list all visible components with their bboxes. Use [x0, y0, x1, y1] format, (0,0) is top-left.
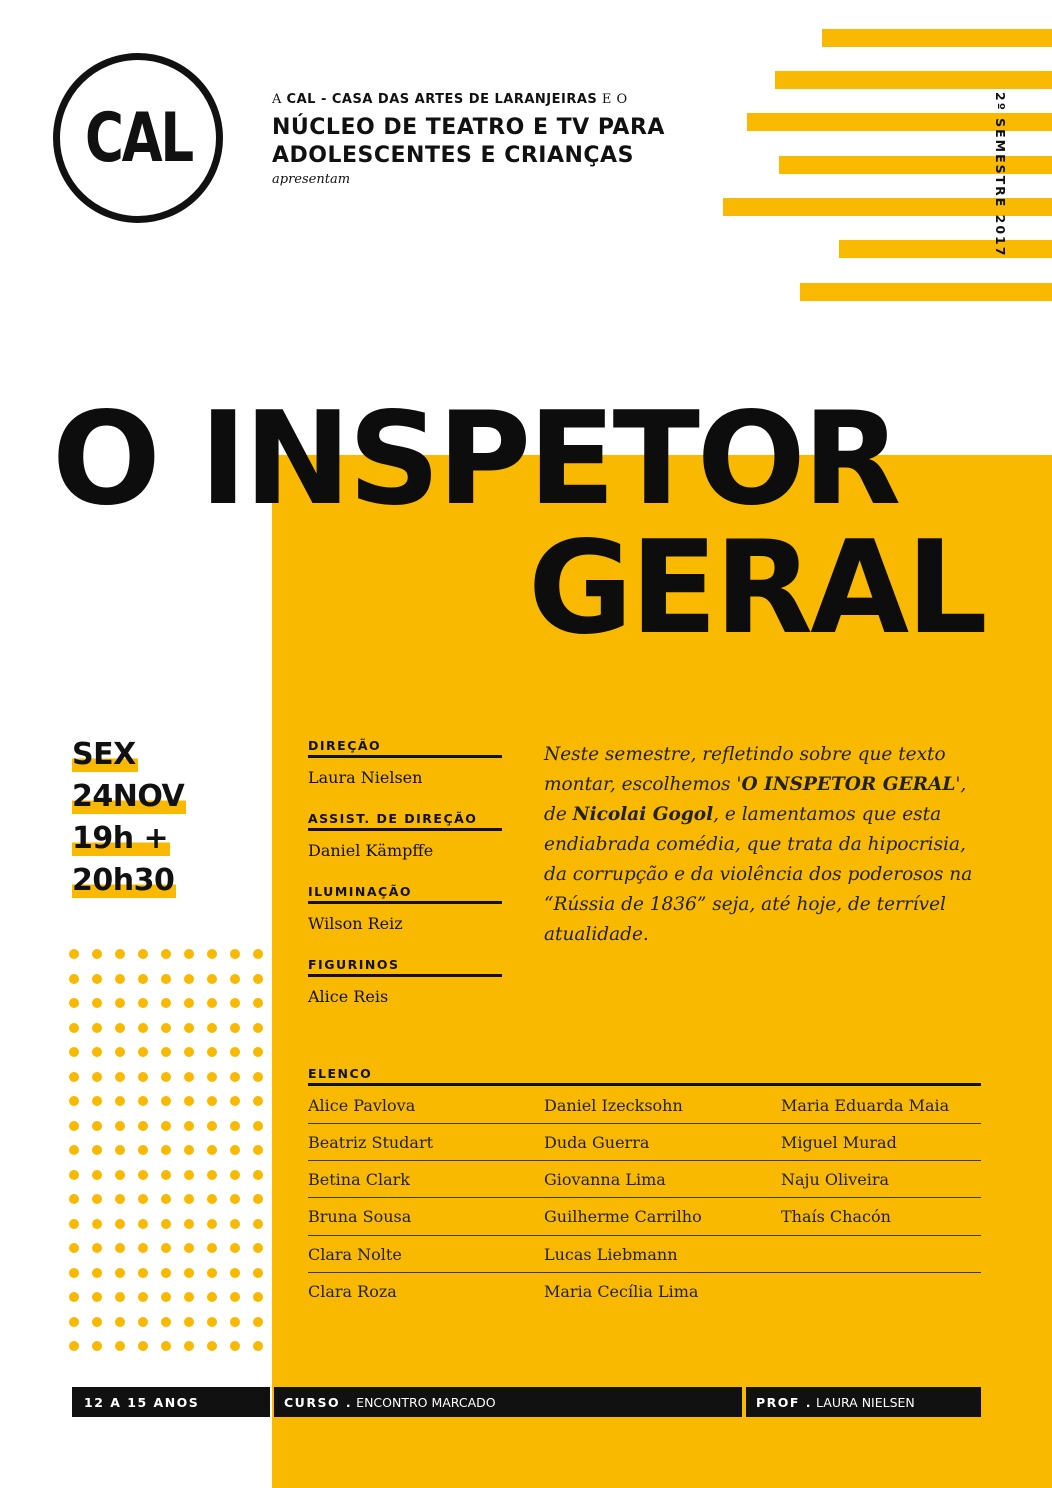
- pattern-dot: [253, 1023, 263, 1033]
- pattern-dot: [207, 1317, 217, 1327]
- pattern-dot: [161, 1194, 171, 1204]
- course-name: ENCONTRO MARCADO: [356, 1394, 496, 1410]
- pattern-dot: [69, 1023, 79, 1033]
- pattern-dot: [207, 1219, 217, 1229]
- pattern-dot: [253, 1072, 263, 1082]
- pattern-dot: [138, 1341, 148, 1351]
- pattern-dot: [230, 1219, 240, 1229]
- schedule-time-2: 20h30: [72, 863, 175, 898]
- pattern-dot: [207, 1096, 217, 1106]
- logo-text: CAL: [84, 98, 192, 178]
- pattern-dot: [184, 1047, 194, 1057]
- pattern-dot: [138, 1194, 148, 1204]
- pattern-dot: [184, 1317, 194, 1327]
- pattern-dot: [115, 1292, 125, 1302]
- pattern-dot: [161, 1047, 171, 1057]
- pattern-dot: [253, 1121, 263, 1131]
- prof-name: LAURA NIELSEN: [816, 1394, 915, 1410]
- pattern-dot: [207, 1292, 217, 1302]
- cast-member: Miguel Murad: [781, 1133, 897, 1152]
- pattern-dot: [92, 949, 102, 959]
- pattern-dot: [92, 1292, 102, 1302]
- pattern-dot: [253, 1219, 263, 1229]
- pattern-dot: [92, 1194, 102, 1204]
- pattern-dot: [253, 974, 263, 984]
- cast-member: Clara Nolte: [308, 1245, 402, 1264]
- pattern-dot: [207, 1072, 217, 1082]
- stripe-1: [822, 29, 1052, 47]
- pattern-dot: [253, 1170, 263, 1180]
- course-label: CURSO .: [284, 1394, 353, 1410]
- pattern-dot: [69, 998, 79, 1008]
- pattern-dot: [92, 1072, 102, 1082]
- age-range: 12 A 15 ANOS: [84, 1394, 200, 1410]
- credit-value-costumes: Alice Reis: [308, 987, 389, 1006]
- pattern-dot: [207, 1145, 217, 1155]
- pattern-dot: [161, 1072, 171, 1082]
- pattern-dot: [92, 1268, 102, 1278]
- pattern-dot: [253, 949, 263, 959]
- pattern-dot: [115, 1194, 125, 1204]
- pattern-dot: [161, 1096, 171, 1106]
- cal-logo: [53, 53, 223, 223]
- pattern-dot: [69, 1194, 79, 1204]
- description: Neste semestre, refletindo sobre que texto montar, escolhemos 'O INSPETOR GERAL', de Nicolai Gogol, e lamentamos que esta endiabrada comédia, que trata da hipocrisia, da corrupção e da violência dos poderosos na “Rússia de 1836” seja, até hoje, de terrível atualidade.: [544, 744, 973, 945]
- pattern-dot: [230, 1072, 240, 1082]
- cast-member: Daniel Izecksohn: [544, 1096, 683, 1115]
- semester-label: 2º SEMESTRE 2017: [993, 92, 1008, 258]
- pattern-dot: [253, 1194, 263, 1204]
- pattern-dot: [138, 998, 148, 1008]
- pattern-dot: [161, 998, 171, 1008]
- pattern-dot: [253, 1268, 263, 1278]
- cast-member: Giovanna Lima: [544, 1170, 666, 1189]
- pattern-dot: [69, 1072, 79, 1082]
- pattern-dot: [69, 1341, 79, 1351]
- stripe-2: [775, 71, 1052, 89]
- cast-member: Bruna Sousa: [308, 1207, 412, 1226]
- pattern-dot: [115, 1268, 125, 1278]
- pattern-dot: [138, 1096, 148, 1106]
- pattern-dot: [69, 1170, 79, 1180]
- pattern-dot: [207, 1023, 217, 1033]
- pattern-dot: [184, 998, 194, 1008]
- pattern-dot: [230, 1194, 240, 1204]
- pattern-dot: [69, 1219, 79, 1229]
- pattern-dot: [253, 1047, 263, 1057]
- pre-a: A: [272, 92, 282, 107]
- pattern-dot: [161, 974, 171, 984]
- pattern-dot: [207, 974, 217, 984]
- pattern-dot: [184, 1096, 194, 1106]
- pattern-dot: [161, 1170, 171, 1180]
- pattern-dot: [230, 998, 240, 1008]
- pattern-dot: [92, 1121, 102, 1131]
- pattern-dot: [207, 1194, 217, 1204]
- pattern-dot: [69, 1243, 79, 1253]
- pattern-dot: [161, 1341, 171, 1351]
- pattern-dot: [184, 1194, 194, 1204]
- cast-member: Alice Pavlova: [308, 1096, 416, 1115]
- presenter-org: CAL - CASA DAS ARTES DE LARANJEIRAS: [286, 92, 598, 107]
- cast-member: Lucas Liebmann: [544, 1245, 678, 1264]
- pattern-dot: [161, 1219, 171, 1229]
- schedule-date: 24NOV: [72, 779, 185, 814]
- cast-member: Thaís Chacón: [781, 1207, 891, 1226]
- pattern-dot: [230, 1341, 240, 1351]
- pattern-dot: [184, 1219, 194, 1229]
- pattern-dot: [207, 1170, 217, 1180]
- pre-e-o: E O: [601, 92, 628, 107]
- cast-member: Maria Eduarda Maia: [781, 1096, 950, 1115]
- credit-label-costumes: FIGURINOS: [308, 957, 502, 977]
- cast-row-divider: [308, 1272, 981, 1273]
- pattern-dot: [207, 1268, 217, 1278]
- pattern-dot: [92, 1243, 102, 1253]
- pattern-dot: [161, 1121, 171, 1131]
- pattern-dot: [207, 949, 217, 959]
- pattern-dot: [138, 1170, 148, 1180]
- pattern-dot: [184, 1145, 194, 1155]
- pattern-dot: [138, 1047, 148, 1057]
- credit-value-assistant: Daniel Kämpffe: [308, 841, 434, 860]
- pattern-dot: [138, 1268, 148, 1278]
- pattern-dot: [138, 1292, 148, 1302]
- credit-label-direction: DIREÇÃO: [308, 738, 502, 758]
- pattern-dot: [69, 974, 79, 984]
- pattern-dot: [184, 1170, 194, 1180]
- pattern-dot: [115, 1317, 125, 1327]
- pattern-dot: [115, 1023, 125, 1033]
- pattern-dot: [230, 1292, 240, 1302]
- pattern-dot: [161, 949, 171, 959]
- pattern-dot: [161, 1317, 171, 1327]
- pattern-dot: [138, 1219, 148, 1229]
- pattern-dot: [115, 1170, 125, 1180]
- pattern-dot: [138, 974, 148, 984]
- pattern-dot: [253, 1292, 263, 1302]
- pattern-dot: [161, 1145, 171, 1155]
- pattern-dot: [230, 974, 240, 984]
- cast-member: Beatriz Studart: [308, 1133, 434, 1152]
- pattern-dot: [92, 1170, 102, 1180]
- pattern-dot: [253, 1317, 263, 1327]
- pattern-dot: [207, 1341, 217, 1351]
- pattern-dot: [115, 1219, 125, 1229]
- pattern-dot: [253, 1243, 263, 1253]
- pattern-dot: [69, 1292, 79, 1302]
- pattern-dot: [230, 1170, 240, 1180]
- dot-pattern: [69, 949, 269, 1369]
- pattern-dot: [138, 1317, 148, 1327]
- pattern-dot: [115, 1243, 125, 1253]
- pattern-dot: [184, 1121, 194, 1131]
- pattern-dot: [138, 949, 148, 959]
- cast-member: Guilherme Carrilho: [544, 1207, 702, 1226]
- pattern-dot: [92, 1145, 102, 1155]
- pattern-dot: [115, 1072, 125, 1082]
- pattern-dot: [92, 1023, 102, 1033]
- cast-member: Duda Guerra: [544, 1133, 650, 1152]
- course-bar: [274, 1387, 742, 1417]
- age-bar: [72, 1387, 270, 1417]
- pattern-dot: [92, 1047, 102, 1057]
- pattern-dot: [69, 1268, 79, 1278]
- pattern-dot: [115, 998, 125, 1008]
- credit-value-lighting: Wilson Reiz: [308, 914, 403, 933]
- pattern-dot: [115, 1121, 125, 1131]
- pattern-dot: [253, 1145, 263, 1155]
- pattern-dot: [184, 974, 194, 984]
- prof-bar: [746, 1387, 981, 1417]
- presenter-line: [272, 92, 628, 107]
- pattern-dot: [253, 998, 263, 1008]
- pattern-dot: [184, 1341, 194, 1351]
- pattern-dot: [138, 1243, 148, 1253]
- pattern-dot: [69, 1096, 79, 1106]
- pattern-dot: [207, 998, 217, 1008]
- cast-row-divider: [308, 1160, 981, 1161]
- cast-member: Naju Oliveira: [781, 1170, 890, 1189]
- pattern-dot: [92, 974, 102, 984]
- pattern-dot: [69, 1145, 79, 1155]
- header-title: [272, 114, 732, 170]
- stripe-6: [839, 240, 1052, 258]
- pattern-dot: [138, 1023, 148, 1033]
- pattern-dot: [230, 949, 240, 959]
- cast-member: Betina Clark: [308, 1170, 410, 1189]
- pattern-dot: [230, 1023, 240, 1033]
- pattern-dot: [230, 1047, 240, 1057]
- pattern-dot: [161, 1292, 171, 1302]
- cast-member: Maria Cecília Lima: [544, 1282, 699, 1301]
- pattern-dot: [184, 1292, 194, 1302]
- schedule-day: SEX: [72, 737, 136, 772]
- pattern-dot: [69, 949, 79, 959]
- pattern-dot: [184, 1023, 194, 1033]
- pattern-dot: [138, 1145, 148, 1155]
- credit-value-direction: Laura Nielsen: [308, 768, 423, 787]
- pattern-dot: [184, 1243, 194, 1253]
- pattern-dot: [161, 1023, 171, 1033]
- author-name: Nicolai Gogol: [572, 804, 714, 825]
- pattern-dot: [207, 1243, 217, 1253]
- credit-label-lighting: ILUMINAÇÃO: [308, 884, 502, 904]
- pattern-dot: [115, 1145, 125, 1155]
- pattern-dot: [230, 1268, 240, 1278]
- pattern-dot: [115, 1096, 125, 1106]
- cast-row-divider: [308, 1197, 981, 1198]
- pattern-dot: [230, 1121, 240, 1131]
- pattern-dot: [115, 1047, 125, 1057]
- schedule-time-1: 19h +: [72, 821, 169, 856]
- pattern-dot: [161, 1243, 171, 1253]
- header-line-1: NÚCLEO DE TEATRO E TV PARA: [272, 115, 665, 140]
- header-line-2: ADOLESCENTES E CRIANÇAS: [272, 143, 634, 168]
- pattern-dot: [253, 1341, 263, 1351]
- pattern-dot: [184, 1268, 194, 1278]
- pattern-dot: [230, 1243, 240, 1253]
- pattern-dot: [230, 1145, 240, 1155]
- pattern-dot: [92, 998, 102, 1008]
- cast-row-divider: [308, 1123, 981, 1124]
- pattern-dot: [230, 1317, 240, 1327]
- stripe-4: [779, 156, 1052, 174]
- pattern-dot: [69, 1317, 79, 1327]
- stripe-7: [800, 283, 1052, 301]
- pattern-dot: [184, 1072, 194, 1082]
- cast-label: ELENCO: [308, 1066, 981, 1086]
- cast-member: Clara Roza: [308, 1282, 397, 1301]
- pattern-dot: [161, 1268, 171, 1278]
- pattern-dot: [207, 1121, 217, 1131]
- pattern-dot: [92, 1219, 102, 1229]
- pattern-dot: [138, 1121, 148, 1131]
- pattern-dot: [184, 949, 194, 959]
- pattern-dot: [92, 1341, 102, 1351]
- prof-label: PROF .: [756, 1394, 813, 1410]
- pattern-dot: [69, 1047, 79, 1057]
- pattern-dot: [92, 1096, 102, 1106]
- cast-row-divider: [308, 1235, 981, 1236]
- pattern-dot: [138, 1072, 148, 1082]
- pattern-dot: [115, 974, 125, 984]
- pattern-dot: [230, 1096, 240, 1106]
- title-line-2: GERAL: [528, 514, 985, 663]
- pattern-dot: [69, 1121, 79, 1131]
- pattern-dot: [92, 1317, 102, 1327]
- pattern-dot: [207, 1047, 217, 1057]
- pattern-dot: [115, 1341, 125, 1351]
- credit-label-assistant: ASSIST. DE DIREÇÃO: [308, 811, 502, 831]
- play-name: O INSPETOR GERAL: [741, 774, 956, 795]
- presents-text: apresentam: [272, 172, 351, 187]
- pattern-dot: [115, 949, 125, 959]
- title-line-1: O INSPETOR: [52, 385, 899, 534]
- pattern-dot: [253, 1096, 263, 1106]
